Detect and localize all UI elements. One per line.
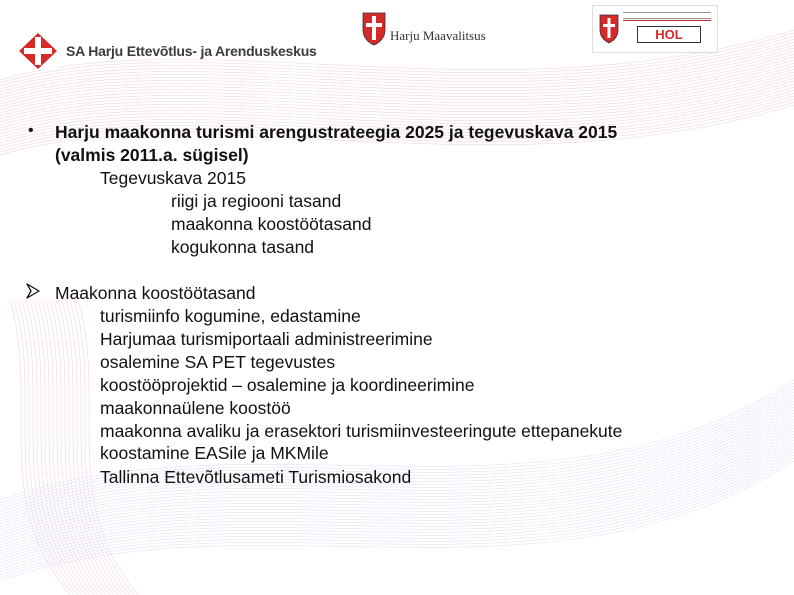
section1-title-line1: Harju maakonna turismi arengustrateegia 2025 ja tegevuskava 2015	[55, 122, 618, 142]
section2-item-long: maakonna avaliku ja erasektori turismiinvesteeringute ettepanekute koostamine EASile ja MKMile	[100, 421, 623, 463]
section2-item: turismiinfo kogumine, edastamine	[100, 306, 361, 326]
section2-item: Tallinna Ettevõtlusameti Turismiosakond	[100, 467, 412, 487]
harju-maavalitsus-text: Harju Maavalitsus	[390, 28, 486, 43]
hol-logo-text: HOL	[637, 26, 701, 43]
section1-item: maakonna koostöötasand	[171, 214, 372, 234]
sa-harju-logo-text: SA Harju Ettevõtlus- ja Arenduskeskus	[66, 43, 317, 59]
section2-item: Harjumaa turismiportaali administreerimine	[100, 329, 433, 349]
section2-title: Maakonna koostöötasand	[55, 283, 256, 303]
section1-item: riigi ja regiooni tasand	[171, 191, 342, 211]
bullet-dot: •	[28, 122, 34, 139]
section1-title-line2: (valmis 2011.a. sügisel)	[55, 145, 249, 165]
section2-item: osalemine SA PET tegevustes	[100, 352, 336, 372]
section2-item: maakonnaülene koostöö	[100, 398, 291, 418]
arrow-bullet-icon	[26, 283, 40, 299]
section2-item: koostööprojektid – osalemine ja koordineerimine	[100, 375, 475, 395]
section1-item: kogukonna tasand	[171, 237, 315, 257]
section1-subheading: Tegevuskava 2015	[100, 168, 246, 188]
